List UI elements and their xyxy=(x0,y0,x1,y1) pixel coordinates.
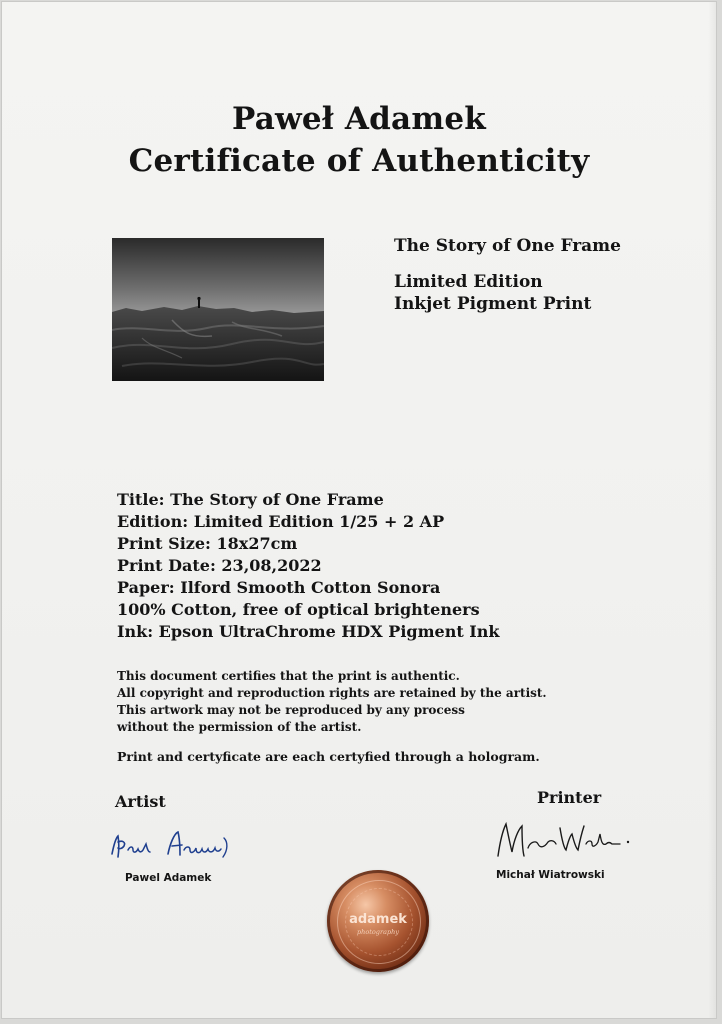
printer-signature xyxy=(492,814,642,864)
seal-sub-text: photography xyxy=(357,928,399,936)
artist-role-label: Artist xyxy=(115,792,166,811)
artwork-summary xyxy=(394,235,694,315)
statement-line: This artwork may not be reproduced by any process xyxy=(117,703,465,717)
certificate-header xyxy=(2,98,716,182)
detail-ink: Ink: Epson UltraChrome HDX Pigment Ink xyxy=(117,622,500,641)
statement-line: This document certifies that the print is authentic. xyxy=(117,669,460,683)
detail-title: Title: The Story of One Frame xyxy=(117,490,384,509)
edition-type: Limited Edition xyxy=(394,272,543,292)
artist-name-heading: Paweł Adamek xyxy=(232,101,486,137)
certificate-sheet xyxy=(2,2,716,1018)
statement-line: without the permission of the artist. xyxy=(117,720,362,734)
hologram-note: Print and certyficate are each certyfied through a hologram. xyxy=(117,749,540,764)
authenticity-statement xyxy=(117,668,637,736)
printer-role-label: Printer xyxy=(537,788,602,807)
artist-signature xyxy=(106,824,256,866)
statement-line: All copyright and reproduction rights are retained by the artist. xyxy=(117,686,547,700)
hologram-seal-logo xyxy=(327,870,429,972)
certificate-title: Certificate of Authenticity xyxy=(128,143,590,179)
detail-paper-composition: 100% Cotton, free of optical brighteners xyxy=(117,600,480,619)
detail-paper: Paper: Ilford Smooth Cotton Sonora xyxy=(117,578,441,597)
artwork-photo-image xyxy=(112,238,324,381)
detail-edition: Edition: Limited Edition 1/25 + 2 AP xyxy=(117,512,445,531)
printer-printed-name: Michał Wiatrowski xyxy=(496,869,605,881)
artist-printed-name: Pawel Adamek xyxy=(125,872,212,884)
seal-brand-text: adamek xyxy=(349,912,407,927)
detail-print-date: Print Date: 23,08,2022 xyxy=(117,556,322,575)
work-title: The Story of One Frame xyxy=(394,236,621,256)
hologram-seal xyxy=(327,870,429,972)
detail-print-size: Print Size: 18x27cm xyxy=(117,534,298,553)
print-type: Inkjet Pigment Print xyxy=(394,294,592,314)
artwork-photo xyxy=(112,238,324,381)
print-details xyxy=(117,489,637,643)
